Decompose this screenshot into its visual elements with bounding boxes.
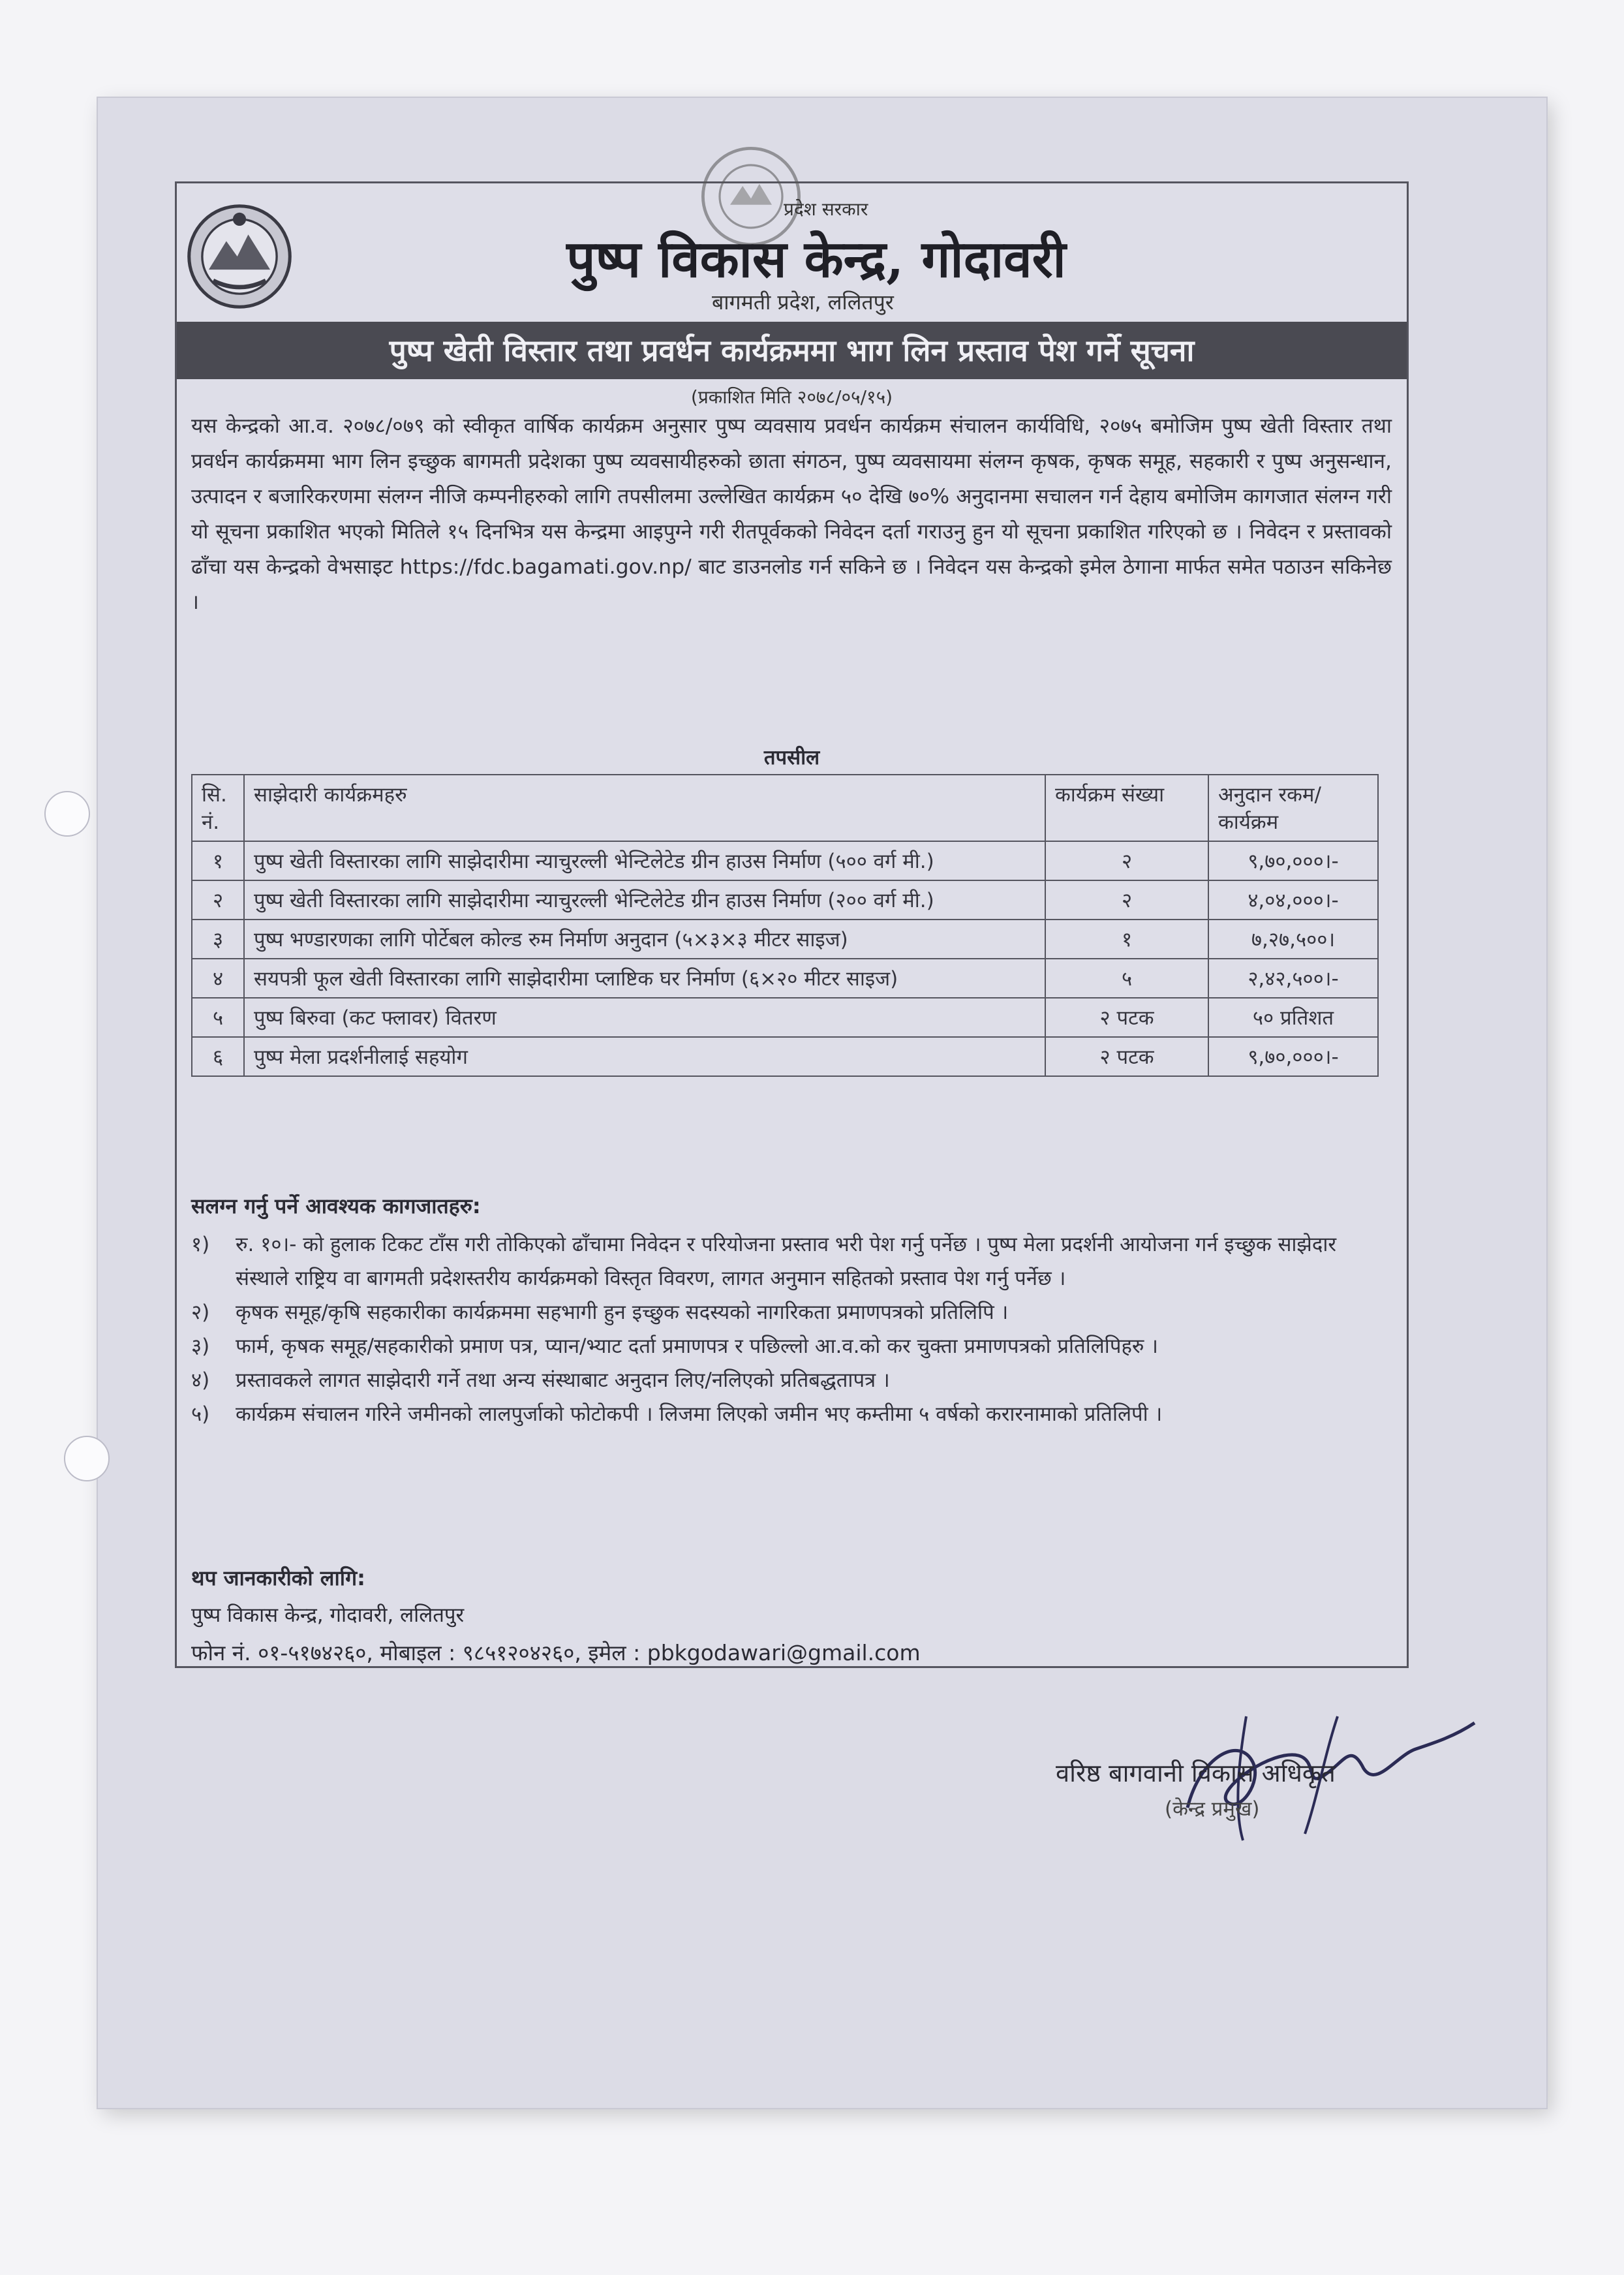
list-item-text: कार्यक्रम संचालन गरिने जमीनको लालपुर्जाको फोटोकपी । लिजमा लिएको जमीन भए कम्तीमा ५ वर्षको करारनामाको प्रतिलिपी । [236, 1402, 1163, 1426]
table-heading: तपसील [763, 746, 820, 769]
row-amount: ९,७०,०००।- [1208, 1037, 1378, 1076]
scanned-page [98, 98, 1546, 2108]
contact-heading: थप जानकारीको लागि: [191, 1566, 365, 1590]
row-serial: ४ [192, 959, 244, 998]
row-program: पुष्प खेती विस्तारका लागि साझेदारीमा न्याचुरल्ली भेन्टिलेटेड ग्रीन हाउस निर्माण (२०० वर्ग मी.) [244, 880, 1045, 920]
punch-hole [64, 1436, 110, 1481]
signatory-title: वरिष्ठ बागवानी विकास अधिकृत [1056, 1759, 1336, 1788]
row-count: २ पटक [1045, 1037, 1208, 1076]
row-count: २ पटक [1045, 998, 1208, 1037]
table-row [192, 841, 1378, 880]
row-program: पुष्प भण्डारणका लागि पोर्टेबल कोल्ड रुम निर्माण अनुदान (५×३×३ मीटर साइज) [244, 920, 1045, 959]
row-serial: ६ [192, 1037, 244, 1076]
header-program: साझेदारी कार्यक्रमहरु [244, 775, 1045, 841]
list-item-text: कृषक समूह/कृषि सहकारीका कार्यक्रममा सहभागी हुन इच्छुक सदस्यको नागरिकता प्रमाणपत्रको प्रतिलिपि । [236, 1301, 1009, 1324]
list-item-number: ५) [191, 1402, 210, 1426]
list-item-number: ४) [191, 1369, 210, 1392]
row-program: सयपत्री फूल खेती विस्तारका लागि साझेदारीमा प्लाष्टिक घर निर्माण (६×२० मीटर साइज) [244, 959, 1045, 998]
contact-office: पुष्प विकास केन्द्र, गोदावरी, ललितपुर [191, 1603, 465, 1627]
documents-heading: सलग्न गर्नु पर्ने आवश्यक कागजातहरु: [191, 1194, 481, 1218]
table-row [192, 1037, 1378, 1076]
table-row [192, 880, 1378, 920]
list-item [191, 1363, 1379, 1397]
row-count: २ [1045, 880, 1208, 920]
list-item-number: १) [191, 1233, 210, 1256]
row-program: पुष्प खेती विस्तारका लागि साझेदारीमा न्याचुरल्ली भेन्टिलेटेड ग्रीन हाउस निर्माण (५०० वर्ग मी.) [244, 841, 1045, 880]
list-item [191, 1397, 1379, 1431]
table-row [192, 998, 1378, 1037]
row-count: २ [1045, 841, 1208, 880]
list-item-text: प्रस्तावकले लागत साझेदारी गर्ने तथा अन्य संस्थाबाट अनुदान लिए/नलिएको प्रतिबद्धतापत्र । [236, 1369, 890, 1392]
list-item [191, 1329, 1379, 1363]
row-count: ५ [1045, 959, 1208, 998]
government-label: प्रदेश सरकार [784, 198, 868, 220]
row-count: १ [1045, 920, 1208, 959]
row-amount: ७,२७,५००। [1208, 920, 1378, 959]
row-amount: ९,७०,०००।- [1208, 841, 1378, 880]
row-serial: १ [192, 841, 244, 880]
header-count: कार्यक्रम संख्या [1045, 775, 1208, 841]
list-item [191, 1228, 1379, 1295]
office-address: बागमती प्रदेश, ललितपुर [712, 290, 894, 315]
list-item-text: फार्म, कृषक समूह/सहकारीको प्रमाण पत्र, प्यान/भ्याट दर्ता प्रमाणपत्र र पछिल्लो आ.व.को कर चुक्ता प्रमाणपत्रको प्रतिलिपिहरु । [236, 1335, 1159, 1358]
row-program: पुष्प मेला प्रदर्शनीलाई सहयोग [244, 1037, 1045, 1076]
table-header-row [192, 775, 1378, 841]
header-serial: सि. नं. [192, 775, 244, 841]
office-name: पुष्प विकास केन्द्र, गोदावरी [566, 230, 1066, 289]
list-item-text: रु. १०।- को हुलाक टिकट टाँस गरी तोकिएको ढाँचामा निवेदन र परियोजना प्रस्ताव भरी पेश गर्नु पर्नेछ । पुष्प मेला प्रदर्शनी आयोजना गर्न इच्छुक साझेदार संस्थाले राष्ट्रिय वा बागमती प्रदेशस्तरीय कार्यक्रमको विस्तृत विवरण, लागत अनुमान सहितको प्रस्ताव पेश गर्नु पर्नेछ । [236, 1233, 1337, 1290]
government-emblem-icon [185, 202, 294, 311]
contact-phone-email: फोन नं. ०१-५१७४२६०, मोबाइल : ९८५१२०४२६०, इमेल : pbkgodawari@gmail.com [191, 1640, 921, 1665]
table-row [192, 920, 1378, 959]
row-serial: ३ [192, 920, 244, 959]
header-amount: अनुदान रकम/कार्यक्रम [1208, 775, 1378, 841]
table-row [192, 959, 1378, 998]
list-item-number: ३) [191, 1335, 210, 1358]
list-item [191, 1295, 1379, 1329]
notice-frame [175, 181, 1409, 1668]
notice-title: पुष्प खेती विस्तार तथा प्रवर्धन कार्यक्रममा भाग लिन प्रस्ताव पेश गर्ने सूचना [177, 322, 1407, 379]
row-amount: ४,०४,०००।- [1208, 880, 1378, 920]
signatory-subtitle: (केन्द्र प्रमुख) [1165, 1797, 1260, 1821]
list-item-number: २) [191, 1301, 210, 1324]
punch-hole [44, 791, 90, 837]
program-table [191, 774, 1379, 1077]
notice-body: यस केन्द्रको आ.व. २०७८/०७९ को स्वीकृत वार्षिक कार्यक्रम अनुसार पुष्प व्यवसाय प्रवर्धन कार्यक्रम संचालन कार्यविधि, २०७५ बमोजिम पुष्प खेती विस्तार तथा प्रवर्धन कार्यक्रममा भाग लिन इच्छुक बागमती प्रदेशका पुष्प व्यवसायीहरुको छाता संगठन, पुष्प व्यवसायमा संलग्न कृषक, कृषक समूह, सहकारी र पुष्प अनुसन्धान, उत्पादन र बजारिकरणमा संलग्न नीजि कम्पनीहरुको लागि तपसीलमा उल्लेखित कार्यक्रम ५० देखि ७०% अनुदानमा सचालन गर्न देहाय बमोजिम कागजात संलग्न गरी यो सूचना प्रकाशित भएको मितिले १५ दिनभित्र यस केन्द्रमा आइपुग्ने गरी रीतपूर्वकको निवेदन दर्ता गराउनु हुन यो सूचना प्रकाशित गरिएको छ । निवेदन र प्रस्तावको ढाँचा यस केन्द्रको वेभसाइट https://fdc.bagamati.gov.np/ बाट डाउनलोड गर्न सकिने छ । निवेदन यस केन्द्रको इमेल ठेगाना मार्फत समेत पठाउन सकिनेछ । [191, 414, 1392, 614]
row-serial: ५ [192, 998, 244, 1037]
documents-list [191, 1228, 1379, 1431]
row-program: पुष्प बिरुवा (कट फ्लावर) वितरण [244, 998, 1045, 1037]
row-amount: ५० प्रतिशत [1208, 998, 1378, 1037]
row-serial: २ [192, 880, 244, 920]
published-date: (प्रकाशित मिति २०७८/०५/१५) [690, 386, 893, 408]
row-amount: २,४२,५००।- [1208, 959, 1378, 998]
